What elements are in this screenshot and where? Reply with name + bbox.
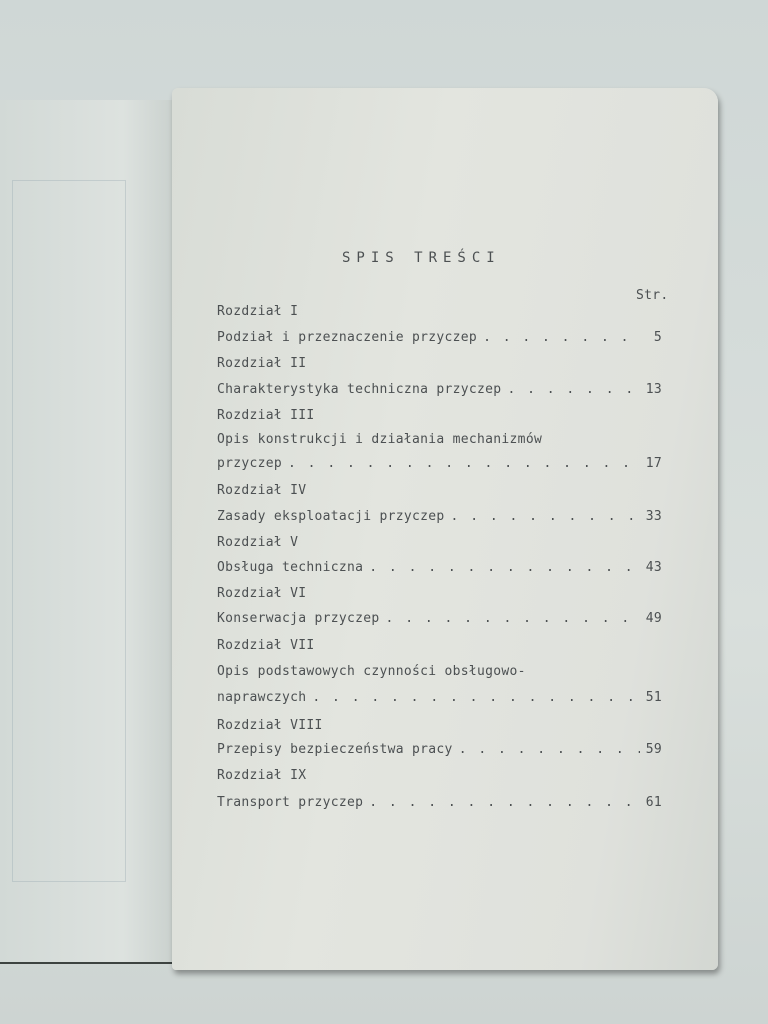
entry-page: 17 [645, 456, 662, 471]
entry-title: Podział i przeznaczenie przyczep [217, 330, 478, 345]
toc-entry [217, 690, 662, 705]
toc-entry [217, 330, 662, 345]
right-page [172, 88, 718, 970]
chapter-label: Rozdział IV [217, 483, 307, 498]
chapter-label: Rozdział IX [217, 768, 307, 783]
left-page-grid [12, 180, 126, 882]
dot-leader [459, 742, 640, 757]
page-column-label: Str. [636, 288, 669, 303]
dot-leader [386, 611, 640, 626]
toc-entry [217, 795, 662, 810]
chapter-label: Rozdział II [217, 356, 307, 371]
entry-title-continued: naprawczych [217, 690, 307, 705]
entry-title: Konserwacja przyczep [217, 611, 380, 626]
dot-leader [288, 456, 640, 471]
entry-title: Charakterystyka techniczna przyczep [217, 382, 502, 397]
toc-entry [217, 611, 662, 626]
dot-leader [507, 382, 639, 397]
toc-entry [217, 509, 662, 524]
entry-title: Zasady eksploatacji przyczep [217, 509, 445, 524]
chapter-label: Rozdział III [217, 408, 315, 423]
entry-page: 49 [645, 611, 662, 626]
entry-title: Przepisy bezpieczeństwa pracy [217, 742, 453, 757]
entry-page: 61 [645, 795, 662, 810]
dot-leader [451, 509, 640, 524]
dot-leader [369, 795, 639, 810]
toc-title: SPIS TREŚCI [342, 250, 501, 266]
toc-entry [217, 742, 662, 757]
dot-leader [369, 560, 639, 575]
toc-entry [217, 456, 662, 471]
entry-page: 59 [645, 742, 662, 757]
entry-title: Obsługa techniczna [217, 560, 364, 575]
left-page [0, 100, 176, 964]
entry-title: Transport przyczep [217, 795, 364, 810]
chapter-label: Rozdział VII [217, 638, 315, 653]
entry-title-continued: przyczep [217, 456, 283, 471]
chapter-label: Rozdział VIII [217, 718, 323, 733]
dot-leader [483, 330, 640, 345]
chapter-label: Rozdział VI [217, 586, 307, 601]
entry-page: 43 [645, 560, 662, 575]
dot-leader [312, 690, 639, 705]
entry-page: 5 [653, 330, 662, 345]
chapter-label: Rozdział V [217, 535, 299, 550]
entry-title: Opis konstrukcji i działania mechanizmów [217, 432, 543, 447]
chapter-label: Rozdział I [217, 304, 299, 319]
entry-page: 13 [645, 382, 662, 397]
entry-page: 51 [645, 690, 662, 705]
entry-title: Opis podstawowych czynności obsługowo- [217, 664, 526, 679]
entry-page: 33 [645, 509, 662, 524]
toc-entry [217, 560, 662, 575]
toc-entry [217, 382, 662, 397]
